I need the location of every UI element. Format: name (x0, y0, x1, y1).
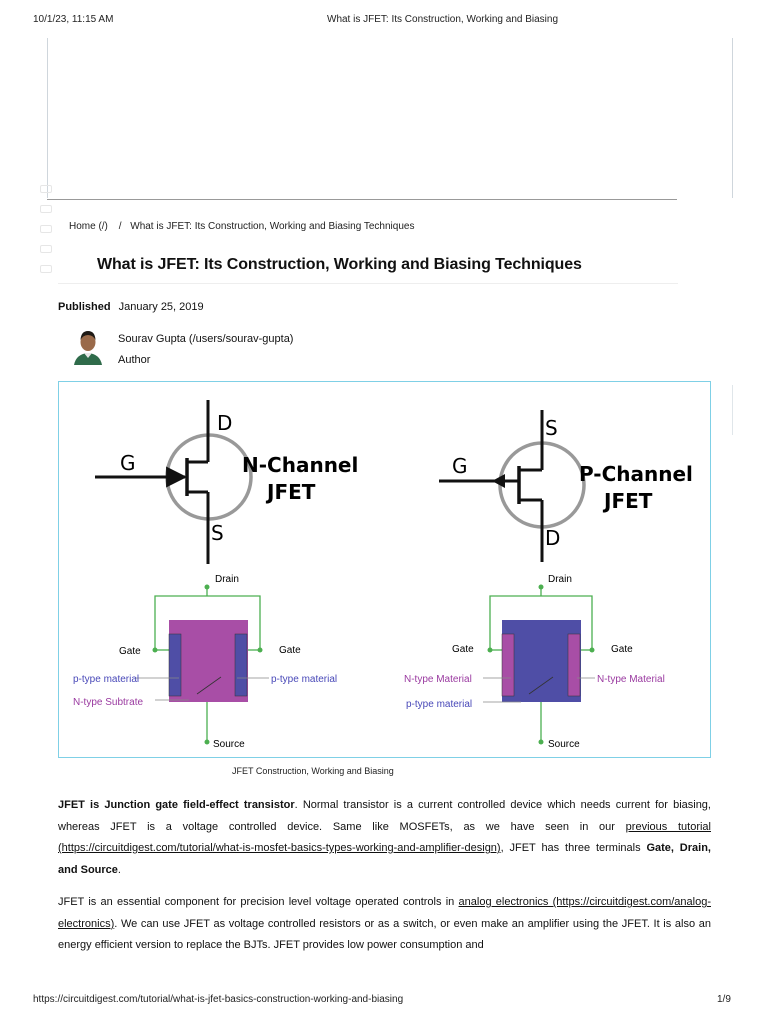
p-gate-left-label: Gate (452, 644, 474, 655)
jfet-diagram (59, 382, 711, 758)
published-label: Published (58, 301, 111, 313)
breadcrumb-home-link[interactable]: Home (/) (69, 221, 108, 232)
share-icon[interactable] (40, 205, 52, 213)
ad-frame-bottom (47, 199, 677, 200)
jfet-figure (58, 381, 711, 758)
page-title: What is JFET: Its Construction, Working and Biasing Techniques (97, 256, 582, 273)
p-title-line2: JFET (604, 489, 653, 513)
print-datetime: 10/1/23, 11:15 AM (33, 14, 114, 25)
jfet-definition: JFET is Junction gate field-effect transistor (58, 799, 295, 811)
n-channel-construction (73, 574, 337, 750)
print-page-number: 1/9 (717, 994, 731, 1005)
para1-text3: . (117, 863, 121, 876)
previous-tutorial-link[interactable]: previous tutorial (https://circuitdigest.com/tutorial/what-is-mosfet-basics-types-working-and-amplifier-design) (58, 820, 711, 854)
n-gate-left-label: Gate (119, 646, 141, 657)
n-drain-label: Drain (215, 574, 239, 585)
breadcrumb-current: What is JFET: Its Construction, Working and Biasing Techniques (130, 221, 415, 232)
n-channel-symbol (95, 400, 358, 564)
paragraph-applications (58, 892, 711, 957)
breadcrumb (69, 221, 418, 232)
p-right-gate-region (568, 634, 580, 696)
paragraph-intro (58, 795, 711, 881)
p-left-gate-region (502, 634, 514, 696)
p-terminal-gate: G (452, 454, 468, 478)
published-date: January 25, 2019 (118, 301, 204, 313)
n-terminal-top: D (217, 411, 233, 435)
side-rule (732, 385, 733, 435)
share-icon[interactable] (40, 185, 52, 193)
para2-text1: JFET is an essential component for precision level voltage operated controls in (58, 896, 459, 908)
n-source-label: Source (213, 739, 245, 750)
p-title-line1: P-Channel (579, 462, 693, 486)
n-terminal-gate: G (120, 451, 136, 475)
terminal-names: Gate, Drain, and Source (58, 842, 711, 876)
n-left-label1: p-type material (73, 674, 140, 685)
p-gate-right-label: Gate (611, 644, 633, 655)
published-line (58, 301, 204, 313)
share-icon[interactable] (40, 225, 52, 233)
n-terminal-bottom: S (211, 521, 224, 545)
n-title-line1: N-Channel (242, 453, 359, 477)
print-url: https://circuitdigest.com/tutorial/what-is-jfet-basics-construction-working-and-biasing (33, 994, 404, 1005)
avatar[interactable] (72, 327, 104, 365)
para1-text1: . Normal transistor is a current controlled device which needs current for biasing, whereas JFET is a voltage controlled device. Same like MOSFETs, as we have seen in our (58, 799, 711, 833)
n-left-gate-region (169, 634, 181, 696)
ad-frame-right (732, 38, 733, 198)
p-drain-label: Drain (548, 574, 572, 585)
figure-caption: JFET Construction, Working and Biasing (232, 766, 394, 776)
para1-text2: , JFET has three terminals (500, 842, 647, 854)
p-source-label: Source (548, 739, 580, 750)
author-role: Author (118, 354, 151, 366)
print-page-title: What is JFET: Its Construction, Working and Biasing (327, 14, 559, 25)
n-gate-right-label: Gate (279, 645, 301, 656)
title-divider (58, 283, 678, 284)
para2-text2: . We can use JFET as voltage controlled resistors or as a switch, or even make an amplifier using the JFET. It is also an energy efficient version to replace the BJTs. JFET provides low power consumption and (58, 917, 711, 951)
analog-electronics-link[interactable]: analog electronics (https://circuitdigest.com/analog-electronics) (58, 896, 711, 930)
ad-frame-left (47, 38, 48, 198)
n-title-line2: JFET (267, 480, 316, 504)
share-icon[interactable] (40, 265, 52, 273)
p-left-label2: p-type material (406, 699, 473, 710)
p-terminal-bottom: D (545, 526, 561, 550)
n-right-label: p-type material (271, 674, 338, 685)
share-icon[interactable] (40, 245, 52, 253)
p-channel-symbol (439, 410, 693, 562)
author-link[interactable]: Sourav Gupta (/users/sourav-gupta) (118, 333, 294, 345)
p-left-label1: N-type Material (404, 674, 472, 685)
n-left-label2: N-type Subtrate (73, 697, 144, 708)
p-channel-construction (404, 574, 665, 750)
p-terminal-top: S (545, 416, 558, 440)
breadcrumb-separator: / (118, 221, 122, 232)
n-right-gate-region (235, 634, 247, 696)
p-right-label: N-type Material (597, 674, 665, 685)
